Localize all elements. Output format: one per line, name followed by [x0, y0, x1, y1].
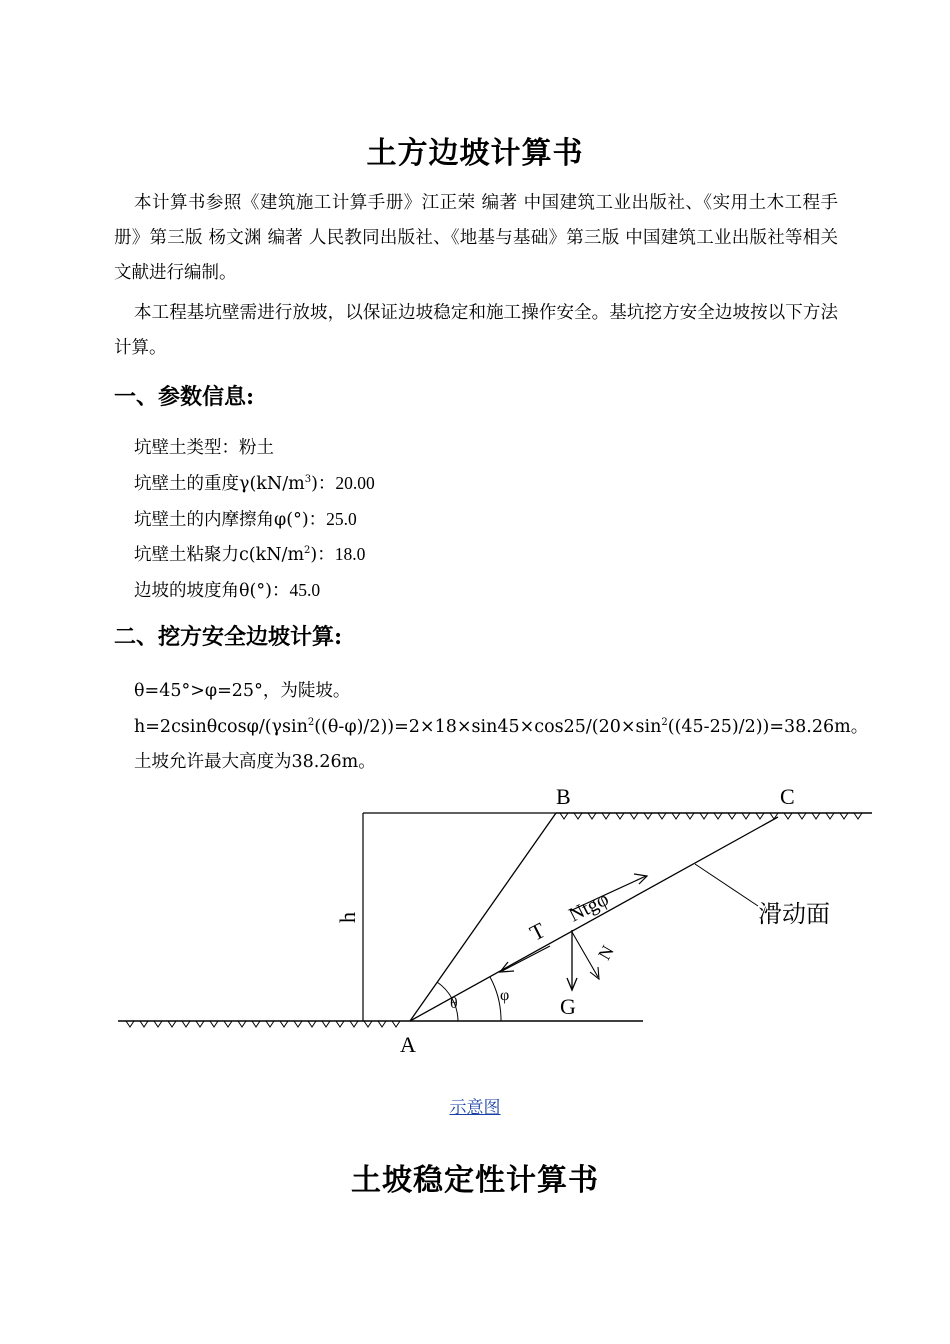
param-value: 18.0 [334, 544, 366, 564]
section-heading-calculation: 二、挖方安全边坡计算: [114, 624, 343, 650]
diagram-caption-link[interactable]: 示意图 [449, 1098, 501, 1118]
superscript: 2 [304, 545, 311, 557]
calc-line-formula [134, 713, 868, 738]
document-title: 土方边坡计算书 [366, 136, 584, 171]
label-N: N [594, 941, 618, 964]
second-document-title: 土坡稳定性计算书 [351, 1163, 599, 1198]
superscript: 3 [304, 474, 312, 486]
param-slope-angle [134, 577, 320, 602]
label-theta: θ [450, 995, 458, 1012]
param-cohesion [134, 541, 365, 566]
param-label-end: )： [310, 545, 335, 565]
param-soil-type [134, 434, 274, 459]
label-h: h [335, 912, 360, 923]
param-value: 20.00 [335, 473, 375, 493]
label-phi: φ [500, 987, 510, 1004]
formula-part: ((45-25)/2))=38.26m。 [667, 717, 869, 737]
slip-surface-line [410, 817, 778, 1021]
label-G: G [560, 994, 576, 1019]
label-A: A [400, 1032, 416, 1057]
formula-part: h=2csinθcosφ/(γsin [134, 717, 308, 737]
slope-face-line [410, 813, 556, 1021]
param-label-end: )： [311, 474, 336, 494]
param-value: 45.0 [289, 580, 321, 600]
toe-ground-hatch [126, 1021, 400, 1027]
section-heading-parameters: 一、参数信息: [114, 384, 255, 410]
param-label: 坑壁土粘聚力c(kN/m [134, 545, 305, 565]
param-friction-angle [134, 506, 357, 531]
intro-paragraph-purpose: 本工程基坑壁需进行放坡，以保证边坡稳定和施工操作安全。基坑挖方安全边坡按以下方法计算。 [114, 303, 838, 358]
intro-paragraph-references: 本计算书参照《建筑施工计算手册》江正荣 编著 中国建筑工业出版社、《实用土木工程手册》第三版 杨文渊 编著 人民教同出版社、《地基与基础》第三版 中国建筑工业出版社等相关文献进行编制。 [114, 193, 838, 283]
slope-diagram [110, 780, 890, 1065]
label-T: T [525, 917, 549, 946]
formula-part: ((θ-φ)/2))=2×18×sin45×cos25/(20×sin [314, 717, 662, 737]
slip-label-leader [695, 864, 758, 906]
crest-ground-hatch [560, 813, 862, 819]
param-value: 粉土 [239, 438, 274, 458]
superscript: 2 [307, 717, 315, 729]
param-label: 坑壁土的内摩擦角φ(°)： [134, 510, 327, 530]
param-unit-weight [134, 470, 375, 495]
superscript: 2 [661, 717, 668, 729]
label-B: B [556, 784, 571, 809]
param-value: 25.0 [326, 509, 357, 529]
label-C: C [780, 784, 795, 809]
shear-vector-T [502, 946, 550, 971]
param-label: 坑壁土类型： [134, 438, 239, 458]
calc-line-result: 土坡允许最大高度为38.26m。 [134, 752, 376, 772]
param-label: 边坡的坡度角θ(°)： [134, 581, 290, 601]
label-slip-surface: 滑动面 [758, 900, 830, 928]
calc-line-slope-type: θ=45°>φ=25°，为陡坡。 [134, 681, 351, 701]
param-label: 坑壁土的重度γ(kN/m [134, 474, 305, 494]
normal-vector-N [572, 932, 598, 977]
label-Ntg-phi: Ntgφ [565, 888, 613, 927]
